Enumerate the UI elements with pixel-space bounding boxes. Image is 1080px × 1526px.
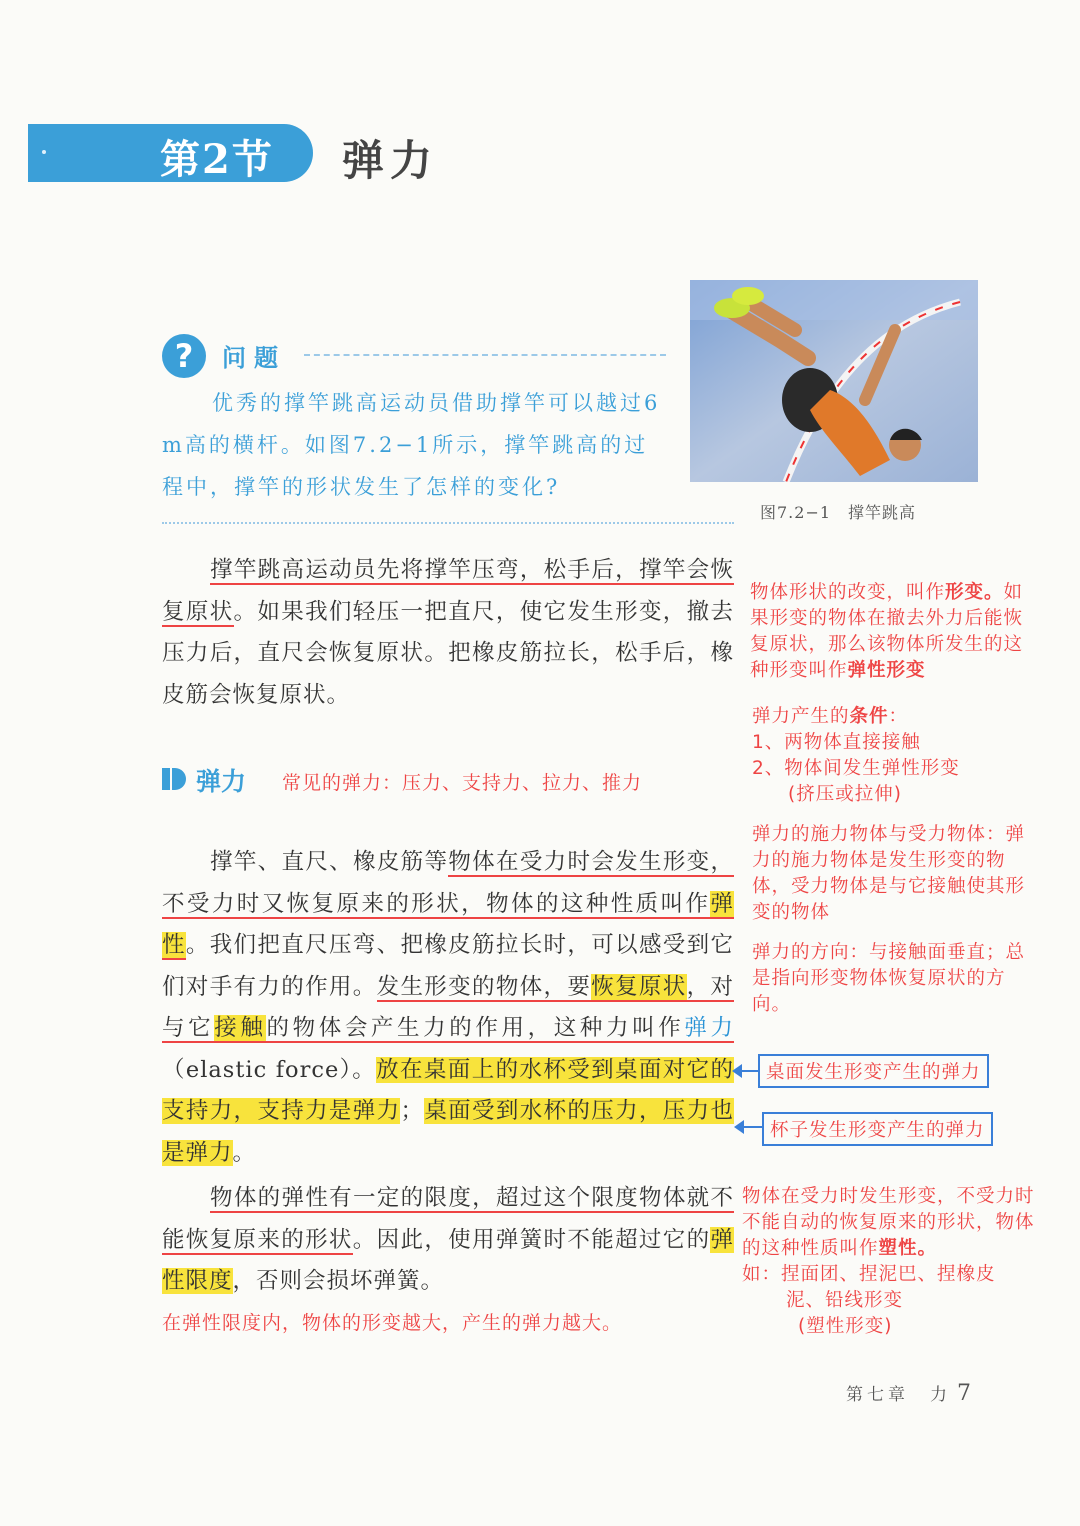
annotation-box-cup-force: 杯子发生形变产生的弹力	[762, 1112, 993, 1146]
annotation-text: 弹力产生的	[752, 706, 850, 727]
annotation-line: 泥、铅线形变	[786, 1290, 904, 1311]
annotation-box-table-force: 桌面发生形变产生的弹力	[758, 1054, 989, 1088]
pole-vault-illustration	[690, 280, 978, 482]
page-footer	[846, 1380, 975, 1406]
footer-chapter: 第七章 力	[846, 1385, 951, 1405]
annotation-line: 2、物体间发生弹性形变	[752, 758, 960, 779]
annotation-bold: 弹性形变	[847, 660, 926, 681]
page-number: 7	[957, 1381, 975, 1406]
highlight-text: 桌面受到水杯的压力，压力也是弹力	[162, 1098, 734, 1166]
plain-text: 。因此，使用弹簧时不能超过它的	[352, 1226, 711, 1253]
underline-text: 发生形变的物体，要	[376, 973, 592, 1000]
plain-text: （elastic force）。	[162, 1056, 377, 1083]
question-label: 问题	[222, 344, 286, 372]
plain-text: ，否则会损坏弹簧。	[232, 1268, 445, 1294]
annotation-direction: 弹力的方向：与接触面垂直；总是指向形变物体恢复原状的方向。	[752, 942, 1026, 1015]
plain-text: 撑竿、直尺、橡皮筋等	[210, 849, 449, 875]
annotation-bold: 条件	[849, 706, 889, 727]
annotation-text: 物体在受力时发生形变，不受力时不能自动的恢复原来的形状，物体的这种性质叫作	[742, 1186, 1035, 1259]
annotation-conditions	[752, 704, 1042, 808]
pole-vault-photo	[690, 280, 978, 482]
annotation-text: 如果形变的物体在撤去外力后能恢复原状，那么该物体所发生的这种形变叫作	[750, 582, 1024, 681]
highlight-text: 接触	[214, 1015, 267, 1041]
question-divider	[304, 354, 666, 356]
annotation-line: (塑性形变)	[798, 1316, 893, 1337]
annotation-line: 1、两物体直接接触	[752, 732, 921, 753]
underline-text: 撑竿跳高运动员先将撑竿压弯，松手后，撑竿会恢复原状	[162, 557, 734, 625]
question-bottom-rule	[162, 522, 734, 524]
subsection-marker-icon-tab	[172, 768, 186, 790]
section-number: 第2节	[160, 136, 274, 183]
annotation-deformation	[750, 580, 1040, 684]
plain-text: 。如果我们轻压一把直尺，使它发生形变，撤去压力后，直尺会恢复原状。把橡皮筋拉长，松手后，橡皮筋会恢复原状。	[162, 598, 734, 708]
annotation-bold: 形变。	[945, 582, 1004, 603]
subsection-marker-icon	[162, 768, 170, 790]
figure-caption: 图7.2−1 撑竿跳高	[760, 503, 917, 522]
plain-text: ；	[400, 1098, 424, 1124]
underline-text: 物体的弹性有一定的限度，超过这个限度物体就不能恢复原来的形状	[162, 1185, 734, 1253]
plain-text: 。我们把直尺压弯、把橡皮筋拉长时，可以感受到它们对手有力的作用。	[162, 932, 734, 1000]
annotation-bold: 塑性。	[878, 1238, 938, 1259]
subsection-note: 常见的弹力：压力、支持力、拉力、推力	[282, 772, 643, 794]
underline-text: 物体在受力时会发生形变，不受力时又恢复原来的形状，物体的这种性质叫作	[162, 849, 734, 917]
annotation-text: ：	[888, 706, 909, 727]
bottom-note: 在弹性限度内，物体的形变越大，产生的弹力越大。	[162, 1312, 623, 1334]
highlight-text: 恢复原状	[591, 973, 687, 1000]
underline-text: ，对与它	[162, 973, 734, 1041]
annotation-line: (挤压或拉伸)	[788, 784, 902, 805]
annotation-text: 物体形状的改变，叫作	[750, 582, 946, 603]
annotation-force-objects: 弹力的施力物体与受力物体：弹力的施力物体是发生形变的物体，受力物体是与它接触使其形变的物体	[752, 824, 1026, 923]
banner-dot	[42, 150, 46, 154]
highlight-text: 弹性限度	[162, 1226, 734, 1294]
paragraph-1	[162, 550, 734, 716]
underline-text: 的物体会产生力的作用，这种力叫作	[266, 1015, 685, 1041]
arrow-icon	[734, 1070, 758, 1072]
paragraph-2	[162, 842, 734, 1174]
paragraph-3	[162, 1178, 734, 1303]
plain-text: 。	[232, 1139, 257, 1166]
term-elastic-force: 弹力	[684, 1015, 734, 1041]
subsection-heading: 弹力	[196, 767, 247, 796]
question-text: 优秀的撑竿跳高运动员借助撑竿可以越过6 m高的横杆。如图7.2−1所示，撑竿跳高的过程中，撑竿的形状发生了怎样的变化?	[162, 391, 661, 499]
arrow-icon	[736, 1126, 762, 1128]
highlight-text: 弹性	[162, 890, 734, 958]
highlight-text: 放在桌面上的水杯受到桌面对它的支持力，支持力是弹力	[162, 1056, 734, 1124]
annotation-line: 如：捏面团、捏泥巴、捏橡皮	[742, 1264, 996, 1285]
annotation-plasticity	[742, 1184, 1040, 1340]
question-mark-icon: ?	[162, 334, 206, 378]
section-title: 弹力	[342, 136, 439, 185]
